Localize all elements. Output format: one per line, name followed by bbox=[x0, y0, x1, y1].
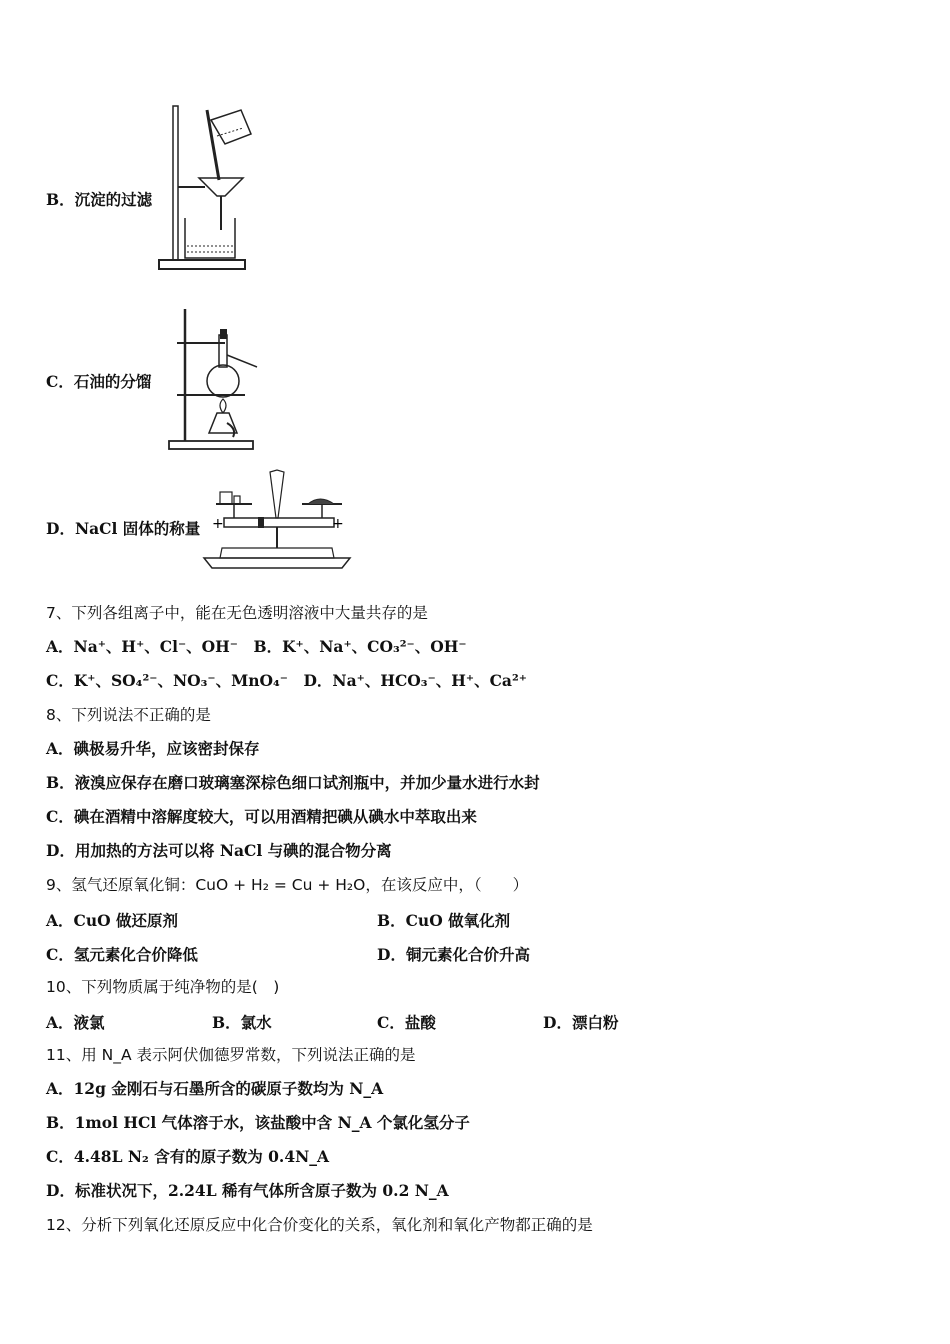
q11-option-a: A．12g 金刚石与石墨所含的碳原子数均为 N_A bbox=[46, 1079, 384, 1098]
q7-row2: C．K⁺、SO₄²⁻、NO₃⁻、MnO₄⁻ D．Na⁺、HCO₃⁻、H⁺、Ca²⁺ bbox=[46, 671, 527, 690]
q7-row1: A．Na⁺、H⁺、Cl⁻、OH⁻ B．K⁺、Na⁺、CO₃²⁻、OH⁻ bbox=[46, 637, 467, 656]
q8-stem: 8、下列说法不正确的是 bbox=[46, 706, 211, 724]
svg-text:+: + bbox=[212, 516, 224, 532]
q10-option-b: B．氯水 bbox=[212, 1013, 272, 1032]
q10-option-c: C．盐酸 bbox=[377, 1013, 436, 1032]
option-c-label: C．石油的分馏 bbox=[46, 372, 152, 391]
q8-option-a: A．碘极易升华，应该密封保存 bbox=[46, 739, 260, 758]
distillation-apparatus-figure bbox=[165, 305, 265, 455]
q9-stem: 9、氢气还原氧化铜：CuO + H₂ = Cu + H₂O，在该反应中，（ ） bbox=[46, 876, 529, 894]
option-b-label: B．沉淀的过滤 bbox=[46, 190, 153, 209]
q10-stem: 10、下列物质属于纯净物的是( ) bbox=[46, 978, 280, 996]
q9-option-a: A．CuO 做还原剂 bbox=[46, 911, 179, 930]
option-d-label: D．NaCl 固体的称量 bbox=[46, 519, 201, 538]
q8-option-d: D．用加热的方法可以将 NaCl 与碘的混合物分离 bbox=[46, 841, 392, 860]
q11-option-c: C．4.48L N₂ 含有的原子数为 0.4N_A bbox=[46, 1147, 330, 1166]
q7-stem: 7、下列各组离子中，能在无色透明溶液中大量共存的是 bbox=[46, 604, 428, 622]
filtration-apparatus-figure bbox=[155, 100, 255, 275]
q11-option-d: D．标准状况下，2.24L 稀有气体所含原子数为 0.2 N_A bbox=[46, 1181, 449, 1200]
q9-option-c: C．氢元素化合价降低 bbox=[46, 945, 198, 964]
q8-option-b: B．液溴应保存在磨口玻璃塞深棕色细口试剂瓶中，并加少量水进行水封 bbox=[46, 773, 540, 792]
q9-option-d: D．铜元素化合价升高 bbox=[377, 945, 530, 964]
balance-apparatus-figure bbox=[202, 466, 352, 570]
q8-option-c: C．碘在酒精中溶解度较大，可以用酒精把碘从碘水中萃取出来 bbox=[46, 807, 477, 826]
q11-stem: 11、用 N_A 表示阿伏伽德罗常数，下列说法正确的是 bbox=[46, 1046, 416, 1064]
q11-option-b: B．1mol HCl 气体溶于水，该盐酸中含 N_A 个氯化氢分子 bbox=[46, 1113, 470, 1132]
q10-option-d: D．漂白粉 bbox=[543, 1013, 619, 1032]
q9-option-b: B．CuO 做氧化剂 bbox=[377, 911, 511, 930]
q12-stem: 12、分析下列氧化还原反应中化合价变化的关系，氧化剂和氧化产物都正确的是 bbox=[46, 1216, 593, 1234]
q10-option-a: A．液氯 bbox=[46, 1013, 105, 1032]
svg-text:+: + bbox=[332, 516, 344, 532]
